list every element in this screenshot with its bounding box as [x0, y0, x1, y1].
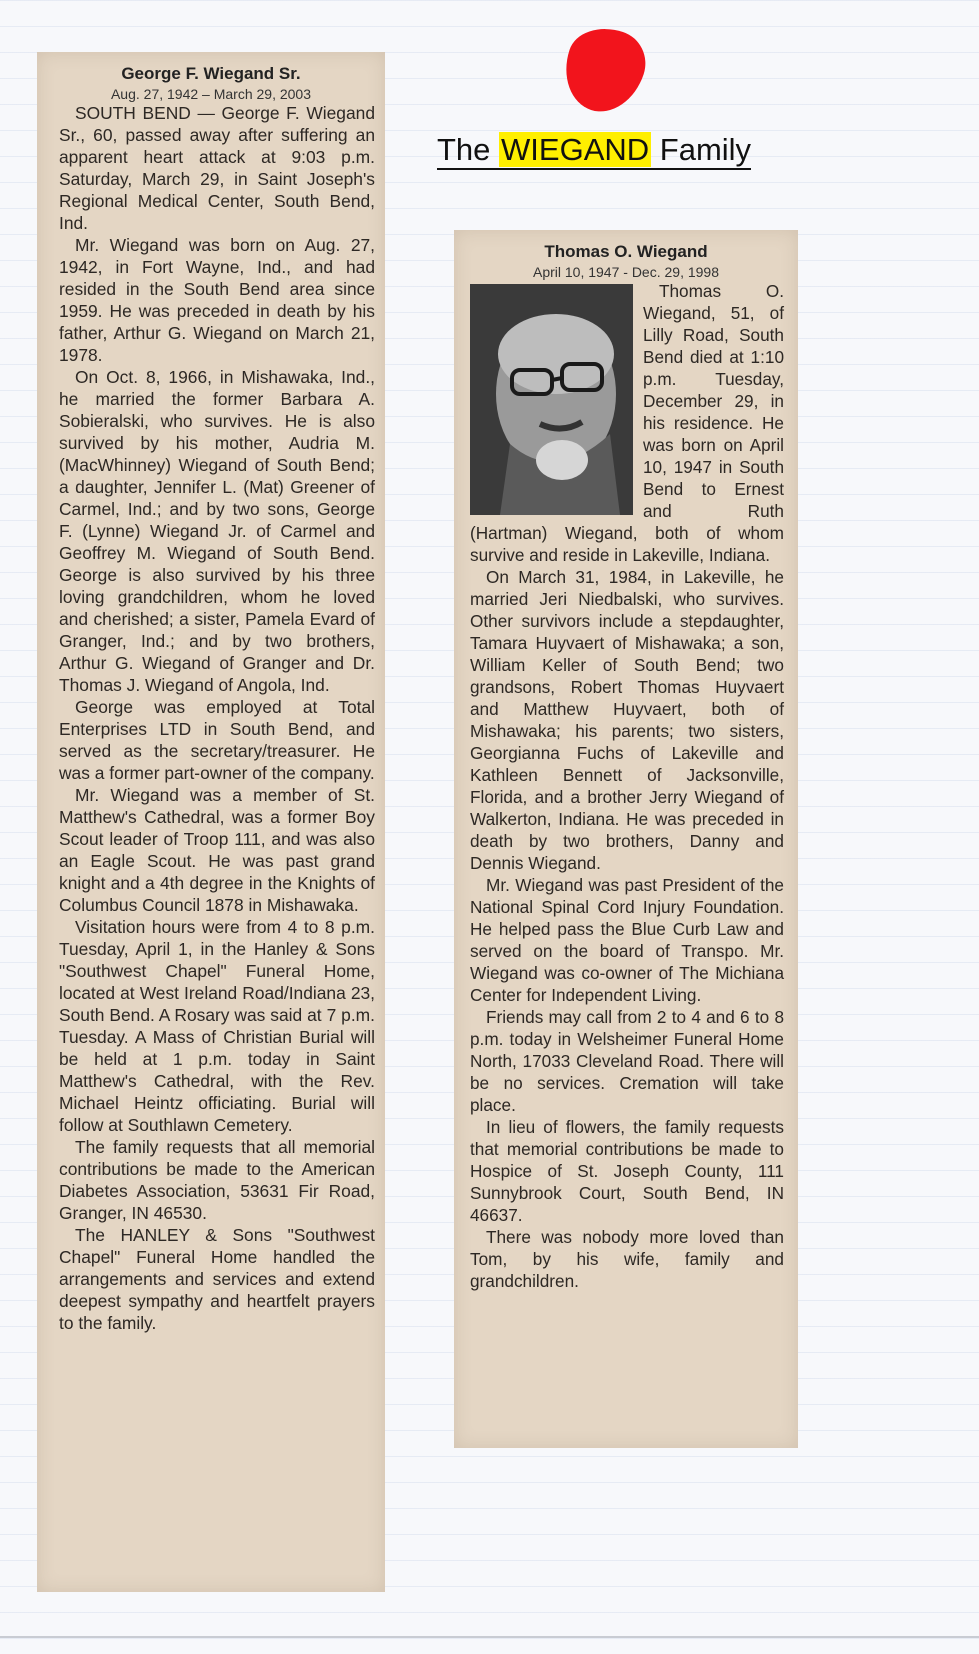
obituary-paragraph-intro [470, 280, 784, 566]
obituary-body [454, 280, 798, 1292]
obituary-clipping-thomas [454, 230, 798, 1448]
obituary-paragraph: The HANLEY & Sons "Southwest Chapel" Funeral Home handled the arrangements and services and extend deepest sympathy and heartfelt prayers to the family. [59, 1225, 375, 1333]
title-highlight: WIEGAND [501, 132, 650, 167]
obituary-paragraph: Mr. Wiegand was past President of the National Spinal Cord Injury Foundation. He helped pass the Blue Curb Law and served on the board of Transpo. Mr. Wiegand was co-owner of The Michiana Center for Independent Living. [470, 875, 784, 1005]
title-prefix: The [437, 132, 500, 167]
obituary-name: Thomas O. Wiegand [544, 242, 708, 261]
obituary-paragraph: Friends may call from 2 to 4 and 6 to 8 p.m. today in Welsheimer Funeral Home North, 17033 Cleveland Road. There will be no services. Cremation will take place. [470, 1007, 784, 1115]
obituary-paragraph: Mr. Wiegand was born on Aug. 27, 1942, in Fort Wayne, Ind., and had resided in the South Bend area since 1959. He was preceded in death by his father, Arthur G. Wiegand on March 21, 1978. [59, 235, 375, 365]
title-suffix: Family [651, 132, 752, 167]
obituary-body [37, 102, 385, 1334]
obituary-paragraph: Visitation hours were from 4 to 8 p.m. Tuesday, April 1, in the Hanley & Sons "Southwest Chapel" Funeral Home, located at West Ireland Road/Indiana 23, South Bend. A Rosary was said at 7 p.m. Tuesday. A Mass of Christian Burial will be held at 1 p.m. today in Saint Matthew's Cathedral, with the Rev. Michael Heintz officiating. Burial will follow at Southlawn Cemetery. [59, 917, 375, 1135]
red-tab-marker [554, 18, 654, 122]
page-bottom-edge [0, 1636, 979, 1638]
obituary-dates: April 10, 1947 - Dec. 29, 1998 [532, 264, 719, 280]
obituary-name: George F. Wiegand Sr. [121, 64, 301, 83]
obituary-paragraph: On Oct. 8, 1966, in Mishawaka, Ind., he married the former Barbara A. Sobieralski, who survives. He is also survived by his mother, Audria M. (MacWhinney) Wiegand of South Bend; a daughter, Jennifer L. (Mat) Greener of Carmel, Ind.; and by two sons, George F. (Lynne) Wiegand Jr. of Carmel and Geoffrey M. Wiegand of South Bend. George is also survived by his three loving grandchildren, whom he loved and cherished; a sister, Pamela Evard of Granger, Ind.; and by two brothers, Arthur G. Wiegand of Granger and Dr. Thomas J. Wiegand of Angola, Ind. [59, 367, 375, 695]
page-title [437, 132, 751, 170]
obituary-paragraph: On March 31, 1984, in Lakeville, he married Jeri Niedbalski, who survives. Other survivors include a stepdaughter, Tamara Huyvaert of Mishawaka; a son, William Keller of South Bend; two grandsons, Robert Thomas Huyvaert and Matthew Huyvaert, both of Mishawaka; his parents; two sisters, Georgianna Fuchs of Lakeville and Kathleen Bennett of Jacksonville, Florida, and a brother Jerry Wiegand of Walkerton, Indiana. He was preceded in death by two brothers, Danny and Dennis Wiegand. [470, 567, 784, 873]
obituary-paragraph-text: Thomas O. Wiegand, 51, of Lilly Road, South Bend died at 1:10 p.m. Tuesday, December 29, in his residence. He was born on April 10, 1947 in South Bend to Ernest and Ruth (Hartman) Wiegand, both of whom survive and reside in Lakeville, Indiana. [470, 281, 784, 565]
obituary-paragraph: The family requests that all memorial contributions be made to the American Diabetes Association, 53631 Fir Road, Granger, IN 46530. [59, 1137, 375, 1223]
obituary-paragraph: In lieu of flowers, the family requests that memorial contributions be made to Hospice of St. Joseph County, 111 Sunnybrook Court, South Bend, IN 46637. [470, 1117, 784, 1225]
obituary-paragraph: Mr. Wiegand was a member of St. Matthew's Cathedral, was a former Boy Scout leader of Troop 111, and was also an Eagle Scout. He was past grand knight and a 4th degree in the Knights of Columbus Council 1878 in Mishawaka. [59, 785, 375, 915]
obituary-paragraph: There was nobody more loved than Tom, by his wife, family and grandchildren. [470, 1227, 784, 1291]
obituary-clipping-george [37, 52, 385, 1592]
obituary-paragraph: SOUTH BEND — George F. Wiegand Sr., 60, passed away after suffering an apparent heart attack at 9:03 p.m. Saturday, March 29, in Saint Joseph's Regional Medical Center, South Bend, Ind. [59, 103, 375, 233]
portrait-photo-icon [470, 284, 633, 515]
obituary-paragraph: George was employed at Total Enterprises LTD in South Bend, and served as the secretary/treasurer. He was a former part-owner of the company. [59, 697, 375, 783]
obituary-dates: Aug. 27, 1942 – March 29, 2003 [110, 86, 312, 102]
